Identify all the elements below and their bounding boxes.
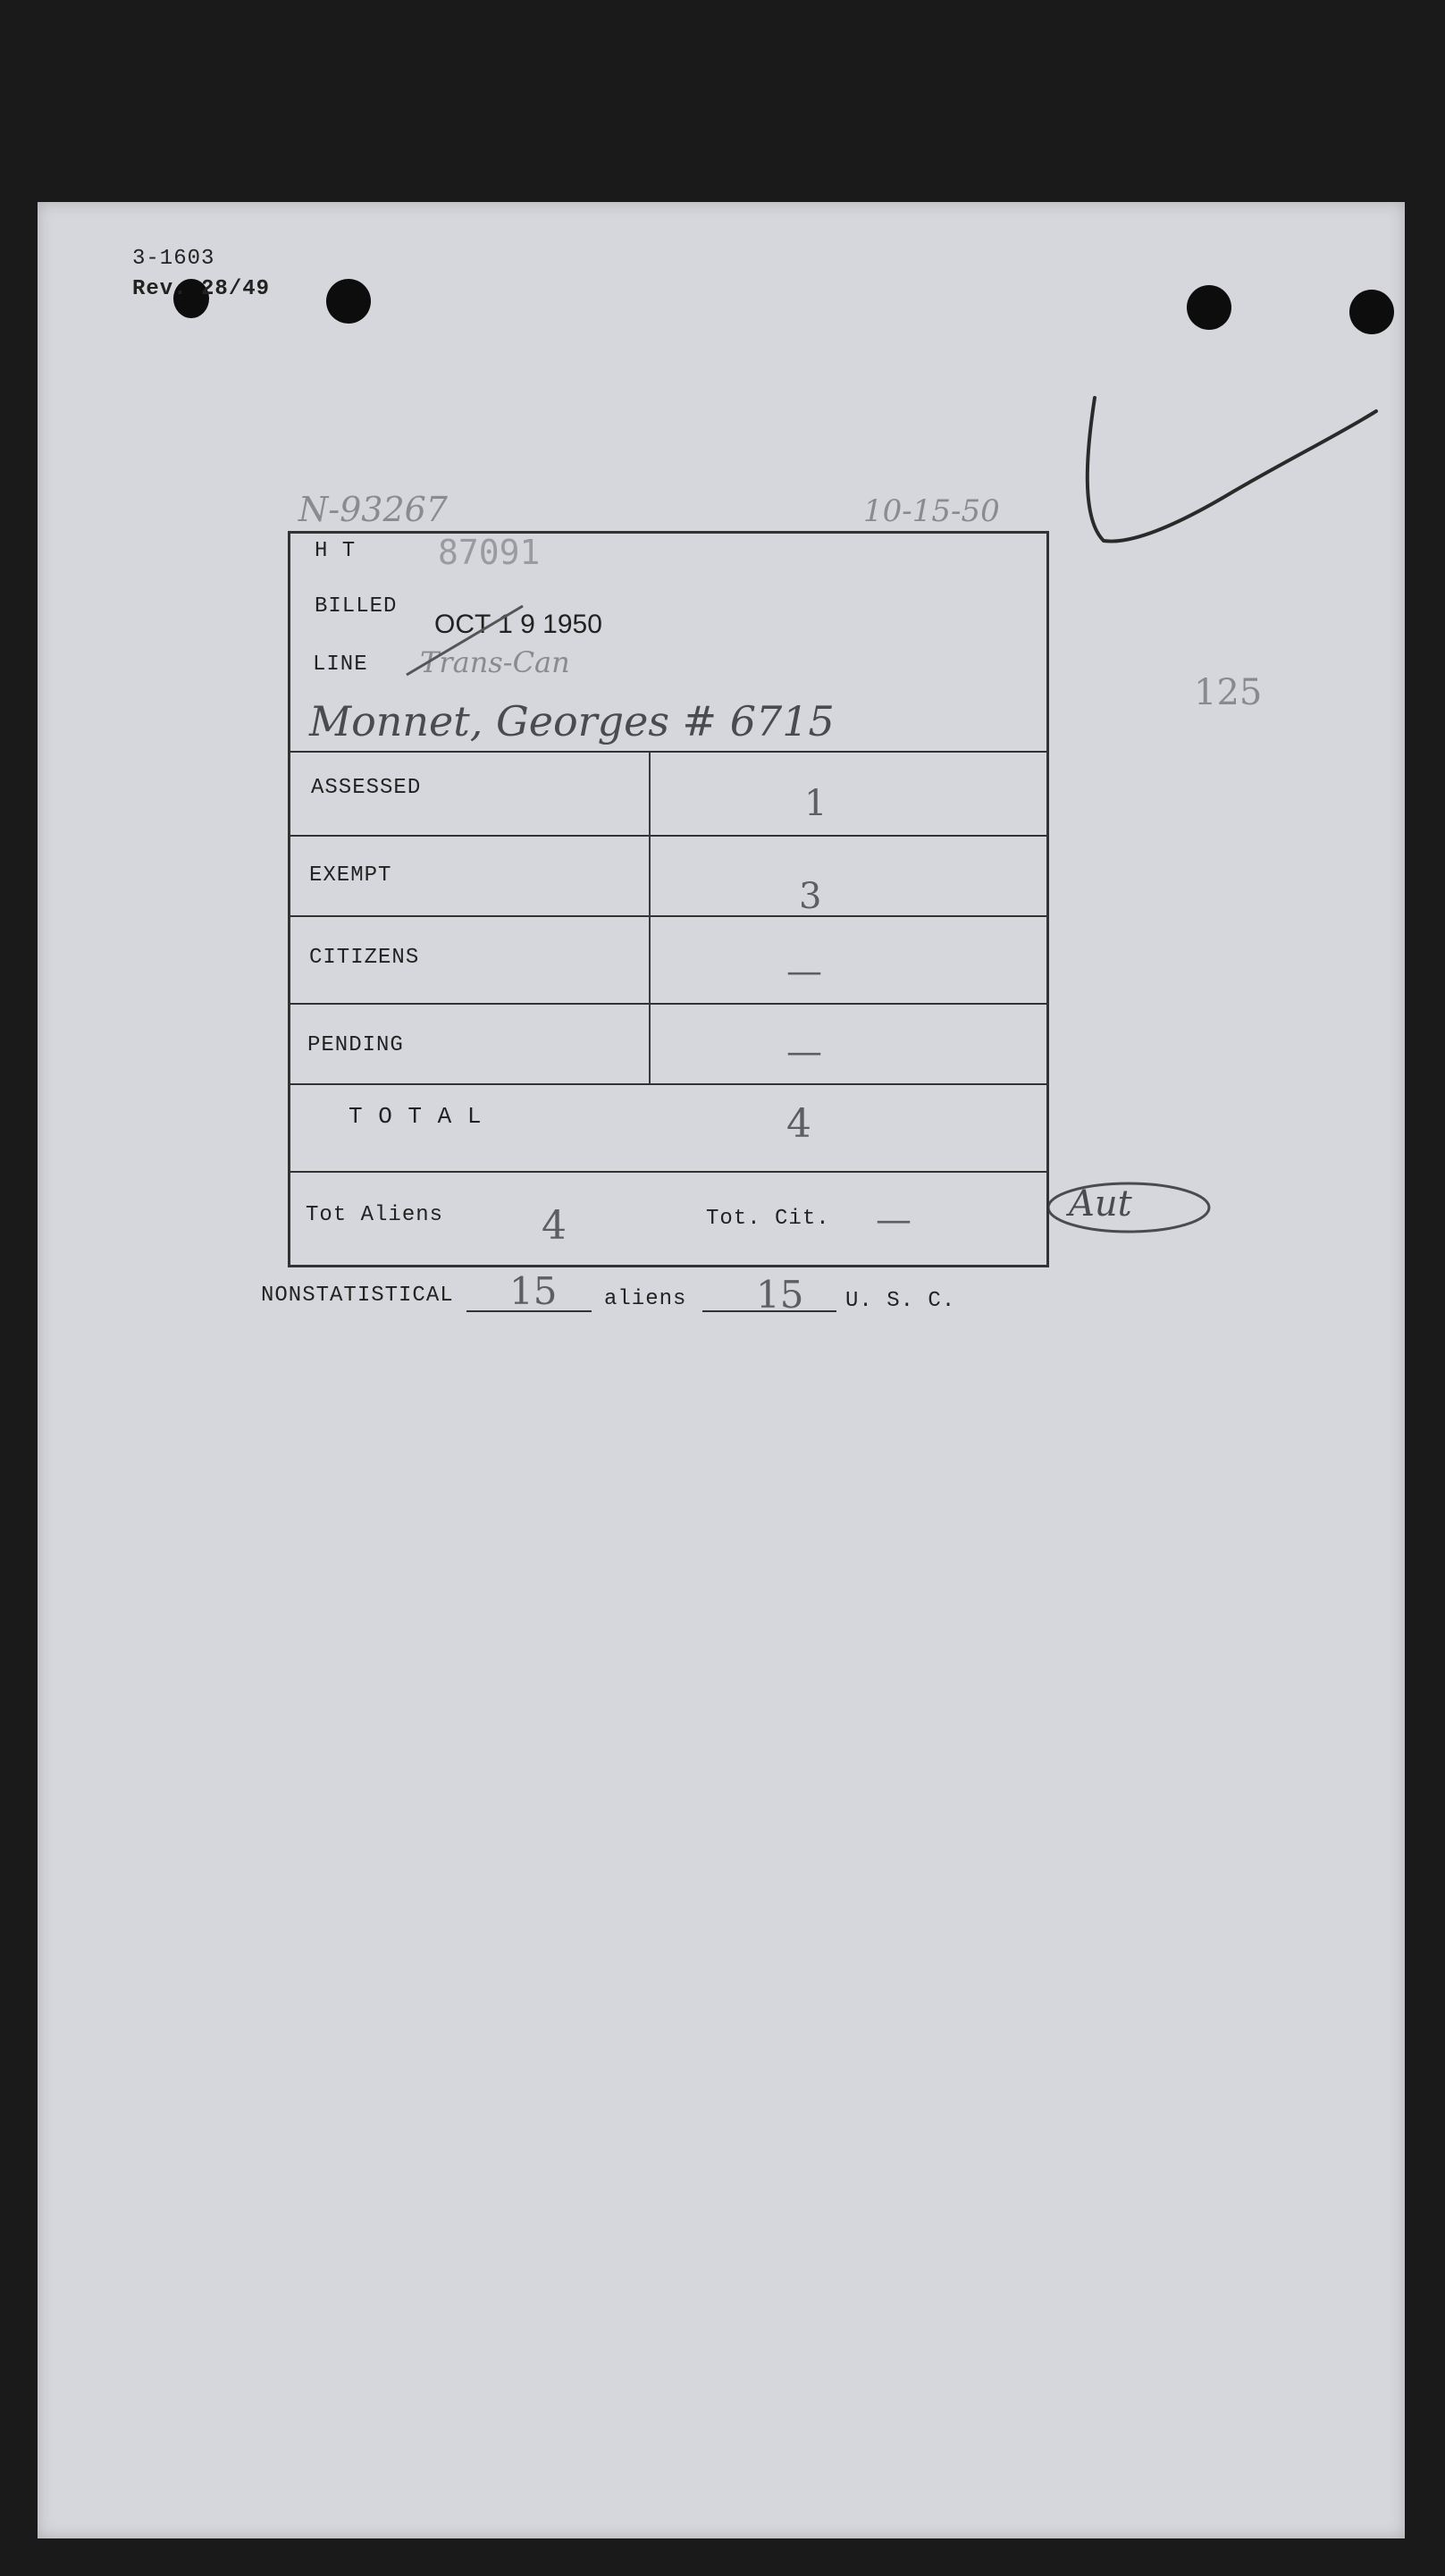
tot-aliens-value: 4 [542, 1203, 567, 1249]
checkmark-icon [1081, 384, 1385, 554]
total-value: 4 [786, 1101, 811, 1147]
exempt-value: 3 [799, 876, 822, 917]
line-label: LINE [313, 652, 368, 677]
punch-hole-right-2 [1349, 290, 1394, 334]
tot-cit-label: Tot. Cit. [706, 1207, 830, 1231]
ht-value: 87091 [438, 533, 541, 572]
file-date: 10-15-50 [863, 493, 1000, 529]
tot-cit-value: — [876, 1200, 912, 1241]
form-revision: Rev. 28/49 [132, 277, 271, 301]
form-number: 3-1603 [132, 247, 215, 271]
billed-label: BILLED [315, 594, 398, 619]
page-number: 125 [1194, 672, 1263, 713]
citizens-value: — [786, 951, 822, 992]
assessed-label: ASSESSED [311, 776, 422, 800]
file-number: N-93267 [298, 490, 448, 529]
punch-hole-left [326, 279, 371, 324]
nonstatistical-value: 15 [509, 1269, 558, 1313]
billed-date-stamp: OCT 1 9 1950 [434, 610, 602, 639]
initials: Aut [1069, 1183, 1132, 1225]
line-value: Trans-Can [420, 645, 570, 679]
citizens-label: CITIZENS [309, 946, 420, 970]
tot-aliens-label: Tot Aliens [306, 1203, 444, 1227]
usc-label: U. S. C. [845, 1289, 956, 1313]
exempt-label: EXEMPT [309, 863, 392, 888]
aliens-value: 15 [756, 1273, 804, 1317]
nonstatistical-label: NONSTATISTICAL [261, 1284, 454, 1308]
pending-value: — [786, 1031, 822, 1073]
ht-label: H T [315, 539, 357, 563]
strike-mark [402, 599, 527, 679]
pending-label: PENDING [307, 1033, 404, 1057]
total-label: T O T A L [349, 1103, 483, 1130]
punch-hole-right-1 [1187, 285, 1231, 330]
aliens-label: aliens [604, 1287, 687, 1311]
assessed-value: 1 [804, 783, 828, 824]
vessel-name: Monnet, Georges # 6715 [309, 697, 835, 745]
